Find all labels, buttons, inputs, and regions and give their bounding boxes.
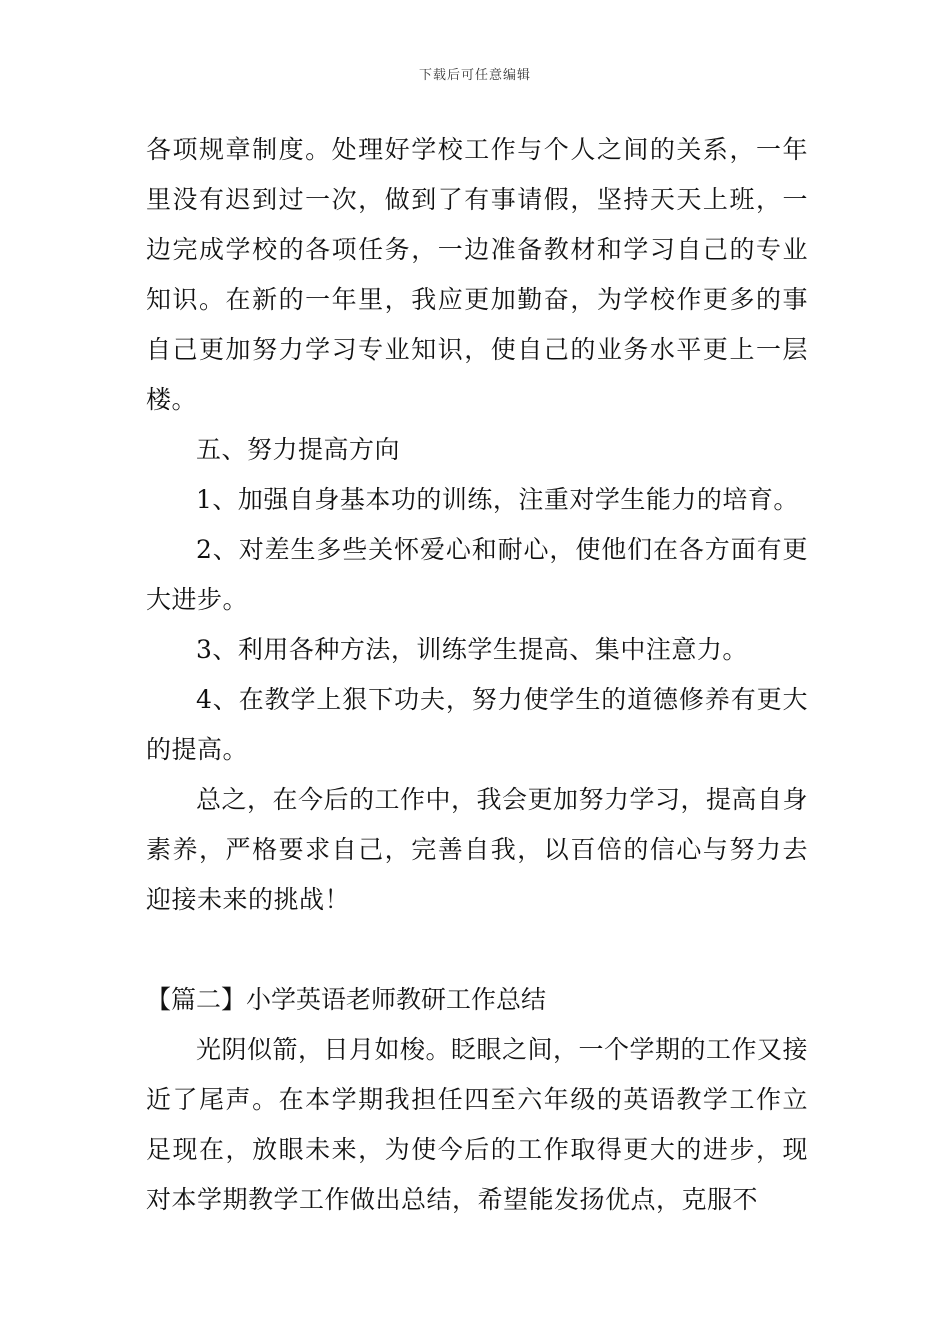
list-item-2: 2、对差生多些关怀爱心和耐心，使他们在各方面有更大进步。 [146,535,808,614]
paragraph-rules: 各项规章制度。处理好学校工作与个人之间的关系，一年里没有迟到过一次，做到了有事请假，坚持天天上班，一边完成学校的各项任务，一边准备教材和学习自己的专业知识。在新的一年里，我应更加勤奋，为学校作更多的事自己更加努力学习专业知识，使自己的业务水平更上一层楼。 [146,135,808,414]
list-item-4: 4、在教学上狠下功夫，努力使学生的道德修养有更大的提高。 [146,685,808,764]
section-spacer [146,925,808,975]
list-item-1: 1、加强自身基本功的训练，注重对学生能力的培育。 [196,485,799,514]
paragraph-intro: 光阴似箭，日月如梭。眨眼之间，一个学期的工作又接近了尾声。在本学期我担任四至六年级的英语教学工作立足现在，放眼未来，为使今后的工作取得更大的进步，现对本学期教学工作做出总结，希望能发扬优点，克服不 [146,1035,809,1214]
section-heading-improvement: 五、努力提高方向 [196,435,401,464]
page-header: 下载后可任意编辑 [418,68,531,83]
paragraph-conclusion: 总之，在今后的工作中，我会更加努力学习，提高自身素养，严格要求自己，完善自我，以百倍的信心与努力去迎接未来的挑战！ [146,785,809,914]
document-body [146,125,808,1225]
section-title: 【篇二】小学英语老师教研工作总结 [146,985,547,1014]
list-item-3: 3、利用各种方法，训练学生提高、集中注意力。 [196,635,748,664]
